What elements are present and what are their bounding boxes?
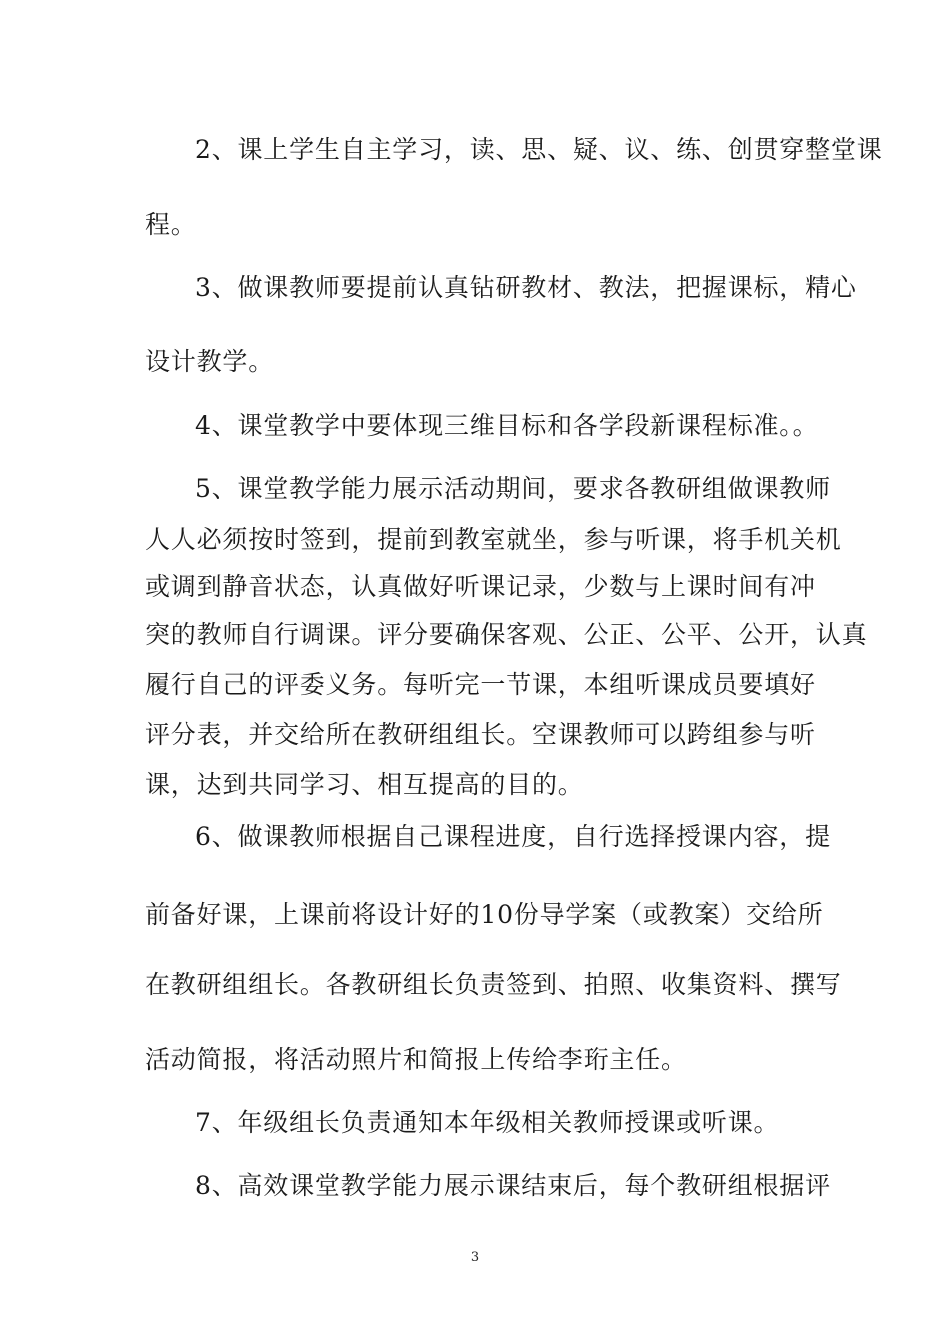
- paragraph-6-line-2: 前备好课，上课前将设计好的10份导学案（或教案）交给所: [145, 900, 824, 929]
- paragraph-5-line-1: 5、课堂教学能力展示活动期间，要求各教研组做课教师: [195, 474, 831, 503]
- paragraph-3-line-1: 3、做课教师要提前认真钻研教材、教法，把握课标，精心: [195, 273, 857, 302]
- paragraph-7-line-1: 7、年级组长负责通知本年级相关教师授课或听课。: [195, 1108, 780, 1137]
- paragraph-6-line-3: 在教研组组长。各教研组长负责签到、拍照、收集资料、撰写: [145, 970, 842, 999]
- paragraph-5-line-6: 评分表，并交给所在教研组组长。空课教师可以跨组参与听: [145, 720, 816, 749]
- paragraph-5-line-2: 人人必须按时签到，提前到教室就坐，参与听课，将手机关机: [145, 525, 842, 554]
- paragraph-6-line-1: 6、做课教师根据自己课程进度，自行选择授课内容，提: [195, 822, 831, 851]
- paragraph-3-line-2: 设计教学。: [145, 347, 275, 376]
- paragraph-5-line-4: 突的教师自行调课。评分要确保客观、公正、公平、公开，认真: [145, 620, 868, 649]
- paragraph-6-line-4: 活动简报，将活动照片和简报上传给李珩主任。: [145, 1045, 687, 1074]
- paragraph-5-line-3: 或调到静音状态，认真做好听课记录，少数与上课时间有冲: [145, 572, 816, 601]
- paragraph-5-line-7: 课，达到共同学习、相互提高的目的。: [145, 770, 584, 799]
- paragraph-2-line-1: 2、课上学生自主学习，读、思、疑、议、练、创贯穿整堂课: [195, 135, 883, 164]
- page-number: 3: [470, 1250, 480, 1265]
- paragraph-2-line-2: 程。: [145, 210, 197, 239]
- paragraph-4-line-1: 4、课堂教学中要体现三维目标和各学段新课程标准。。: [195, 411, 819, 440]
- paragraph-5-line-5: 履行自己的评委义务。每听完一节课，本组听课成员要填好: [145, 670, 816, 699]
- paragraph-8-line-1: 8、高效课堂教学能力展示课结束后，每个教研组根据评: [195, 1171, 831, 1200]
